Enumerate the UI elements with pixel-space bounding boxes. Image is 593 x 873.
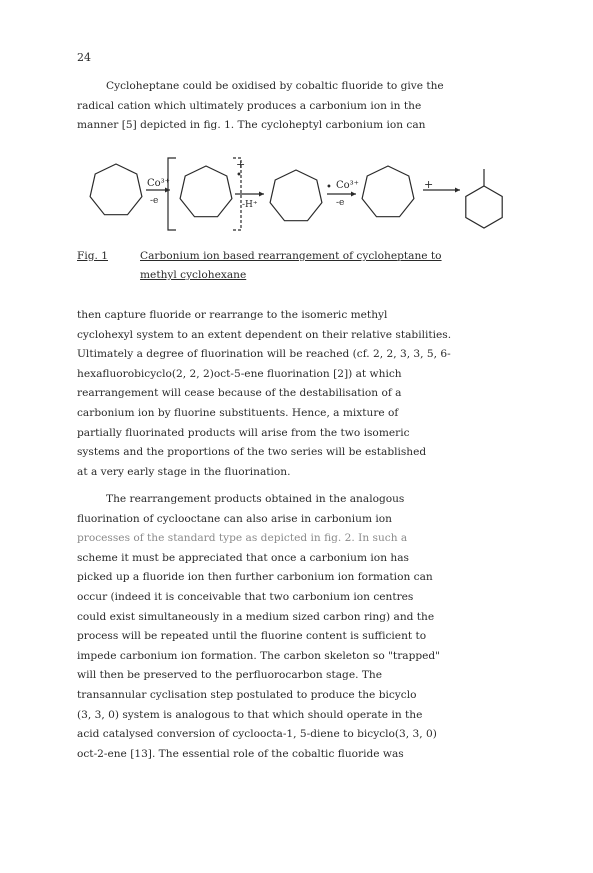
text-line: Ultimately a degree of fluorination will be reached (cf. 2, 2, 3, 3, 5, 6-: [77, 348, 451, 361]
radical-cation-ring: [180, 166, 232, 217]
text-line: transannular cyclisation step postulated to produce the bicyclo: [77, 688, 417, 701]
body-paragraph-1: [77, 306, 517, 482]
text-line: systems and the proportions of the two series will be established: [77, 446, 427, 459]
loss-h-label: -H⁺: [242, 200, 258, 210]
text-line: then capture fluoride or rearrange to the isomeric methyl: [77, 309, 388, 321]
text-line: impede carbonium ion formation. The carbon skeleton so "trapped": [77, 649, 441, 662]
page-number: 24: [77, 51, 91, 64]
text-line: will then be preserved to the perfluorocarbon stage. The: [77, 669, 383, 682]
body-paragraph-2: [77, 490, 517, 764]
text-line: rearrangement will cease because of the destabilisation of a: [77, 387, 402, 400]
text-line: fluorination of cyclooctane can also arise in carbonium ion: [77, 512, 392, 525]
reagent-1-label: Co³⁺: [147, 178, 170, 189]
reagent-2-label: Co³⁺: [336, 180, 359, 191]
radical-cation-charge: +: [236, 158, 246, 171]
cycloheptane-ring: [90, 164, 142, 215]
text-line: Cycloheptane could be oxidised by cobaltic fluoride to give the: [106, 80, 444, 92]
text-line: partially fluorinated products will arise from the two isomeric: [77, 426, 410, 439]
caption-line: methyl cyclohexane: [140, 269, 247, 281]
text-line: occur (indeed it is conceivable that two carbonium ion centres: [77, 590, 414, 603]
text-line: cyclohexyl system to an extent dependent on their relative stabilities.: [77, 328, 452, 341]
text-line: The rearrangement products obtained in the analogous: [106, 493, 405, 505]
reaction-scheme-figure: [70, 146, 530, 242]
caption-label: Fig. 1: [77, 250, 108, 262]
radical-dot: •: [326, 182, 332, 193]
text-line: processes of the standard type as depicted in fig. 2. In such a: [77, 532, 408, 545]
text-line: scheme it must be appreciated that once a carbonium ion has: [77, 551, 409, 564]
text-line: acid catalysed conversion of cycloocta-1, 5-diene to bicyclo(3, 3, 0): [77, 728, 437, 741]
caption-text: [140, 247, 442, 285]
text-line: process will be repeated until the fluorine content is sufficient to: [77, 630, 427, 643]
caption-line: Carbonium ion based rearrangement of cycloheptane to: [140, 250, 442, 262]
radical-cation-dot: •: [236, 170, 242, 181]
text-line: manner [5] depicted in fig. 1. The cycloheptyl carbonium ion can: [77, 119, 426, 132]
text-line: hexafluorobicyclo(2, 2, 2)oct-5-ene fluorination [2]) at which: [77, 367, 402, 380]
text-line: at a very early stage in the fluorination.: [77, 465, 291, 478]
loss-2-label: -e: [336, 198, 345, 208]
cyclohexane-ring: [466, 186, 502, 228]
text-line: picked up a fluoride ion then further carbonium ion formation can: [77, 571, 433, 584]
cation-charge: +: [424, 178, 434, 191]
loss-1-label: -e: [150, 196, 159, 206]
text-line: carbonium ion by fluorine substituents. Hence, a mixture of: [77, 406, 399, 419]
left-bracket: [168, 158, 176, 230]
cycloheptyl-radical-ring: [270, 170, 322, 221]
intro-paragraph: [77, 77, 517, 136]
text-line: radical cation which ultimately produces a carbonium ion in the: [77, 99, 422, 112]
text-line: could exist simultaneously in a medium sized carbon ring) and the: [77, 610, 435, 623]
text-line: oct-2-ene [13]. The essential role of the cobaltic fluoride was: [77, 747, 404, 760]
cycloheptyl-cation-ring: [362, 166, 414, 217]
text-line: (3, 3, 0) system is analogous to that which should operate in the: [77, 708, 423, 721]
